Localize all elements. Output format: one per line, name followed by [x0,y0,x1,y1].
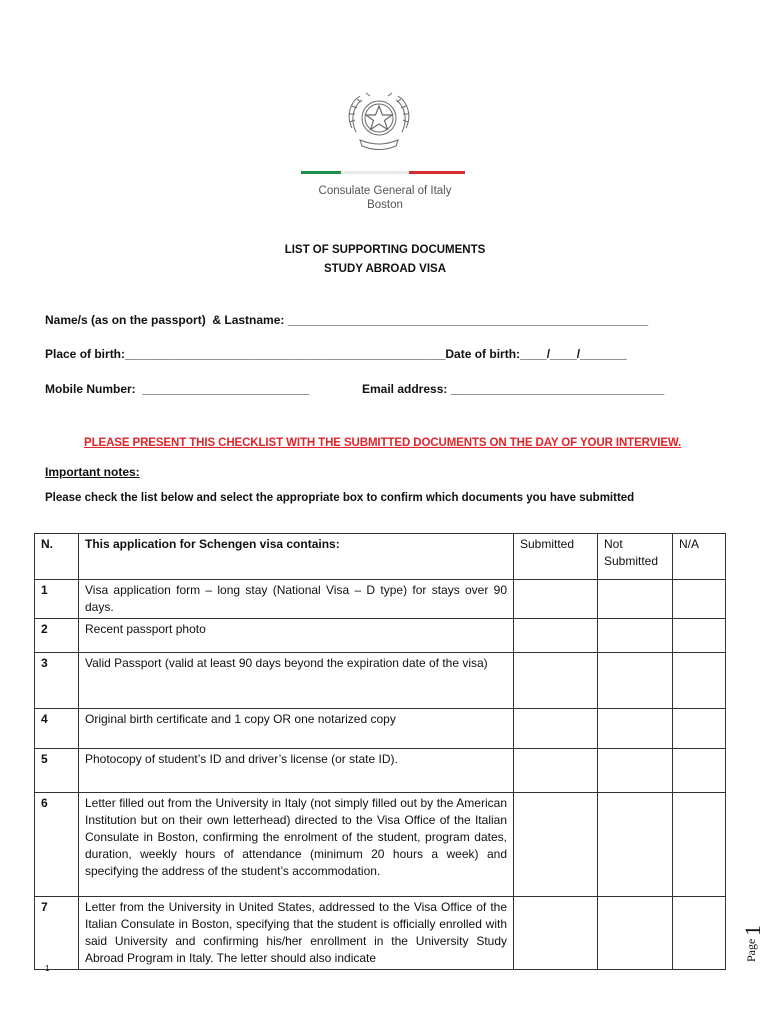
not-submitted-checkbox[interactable] [598,709,673,749]
row-description: Letter from the University in United States, addressed to the Visa Office of the Italian Consulate in Boston, specifying that the student is officially enrolled with said University and confirming his/her enrollment in the University Study Abroad Program in Italy. The letter should also indicate [79,897,514,970]
header-description: This application for Schengen visa contains: [79,534,514,580]
submitted-checkbox[interactable] [514,653,598,709]
not-submitted-checkbox[interactable] [598,653,673,709]
submitted-checkbox[interactable] [514,793,598,897]
name-field[interactable]: Name/s (as on the passport) & Lastname: ______________________________________________________ [45,313,649,327]
na-checkbox[interactable] [673,897,726,970]
table-row [35,653,726,709]
not-submitted-checkbox[interactable] [598,619,673,653]
header-number: N. [35,534,79,580]
na-checkbox[interactable] [673,793,726,897]
email-field[interactable]: Email address: ________________________________ [362,382,665,396]
na-checkbox[interactable] [673,749,726,793]
table-row [35,580,726,619]
page-number-label [740,900,770,970]
consulate-name: Consulate General of Italy [318,185,452,197]
row-number: 1 [35,580,79,619]
important-notes-heading: Important notes: [45,465,140,479]
na-checkbox[interactable] [673,580,726,619]
table-row [35,897,726,970]
instructions-text: Please check the list below and select the appropriate box to confirm which documents you have submitted [45,492,635,504]
italian-republic-emblem-icon [340,88,418,160]
table-row [35,749,726,793]
table-row [35,793,726,897]
na-checkbox[interactable] [673,709,726,749]
row-number: 4 [35,709,79,749]
row-number: 6 [35,793,79,897]
row-description: Letter filled out from the University in Italy (not simply filled out by the American Institution but on their own letterhead) directed to the Visa Office of the Italian Consulate in Boston, confirming the enrolment of the student, program dates, duration, weekly hours of attendance (minimum 20 hours a week) and specifying the address of the student’s accommodation. [79,793,514,897]
footnote-mark: 1 [45,964,50,973]
place-date-birth-field[interactable]: Place of birth:________________________________________________Date of birth:____/____/_______ [45,347,627,361]
document-title: LIST OF SUPPORTING DOCUMENTS [284,244,486,256]
submitted-checkbox[interactable] [514,709,598,749]
header-not-submitted: Not Submitted [598,534,673,580]
not-submitted-checkbox[interactable] [598,580,673,619]
row-description: Visa application form – long stay (National Visa – D type) for stays over 90 days. [79,580,514,619]
na-checkbox[interactable] [673,653,726,709]
submitted-checkbox[interactable] [514,897,598,970]
row-description: Photocopy of student’s ID and driver’s license (or state ID). [79,749,514,793]
submitted-checkbox[interactable] [514,749,598,793]
row-number: 7 [35,897,79,970]
not-submitted-checkbox[interactable] [598,793,673,897]
page-word: Page [744,938,758,962]
submitted-checkbox[interactable] [514,580,598,619]
not-submitted-checkbox[interactable] [598,897,673,970]
na-checkbox[interactable] [673,619,726,653]
consulate-city: Boston [367,199,403,211]
flag-stripe-white [341,171,409,174]
row-description: Recent passport photo [79,619,514,653]
not-submitted-checkbox[interactable] [598,749,673,793]
row-number: 2 [35,619,79,653]
table-row [35,709,726,749]
row-description: Original birth certificate and 1 copy OR one notarized copy [79,709,514,749]
checklist-warning: PLEASE PRESENT THIS CHECKLIST WITH THE SUBMITTED DOCUMENTS ON THE DAY OF YOUR INTERVIEW. [84,437,682,449]
flag-stripe-red [409,171,465,174]
table-header-row [35,534,726,580]
submitted-checkbox[interactable] [514,619,598,653]
document-subtitle: STUDY ABROAD VISA [323,263,447,275]
flag-stripe-green [301,171,341,174]
row-number: 5 [35,749,79,793]
row-description: Valid Passport (valid at least 90 days beyond the expiration date of the visa) [79,653,514,709]
mobile-number-field[interactable]: Mobile Number: _________________________ [45,382,310,396]
page-number: 1 [740,925,765,936]
header-na: N/A [673,534,726,580]
header-submitted: Submitted [514,534,598,580]
table-row [35,619,726,653]
documents-checklist-table [34,533,726,970]
row-number: 3 [35,653,79,709]
